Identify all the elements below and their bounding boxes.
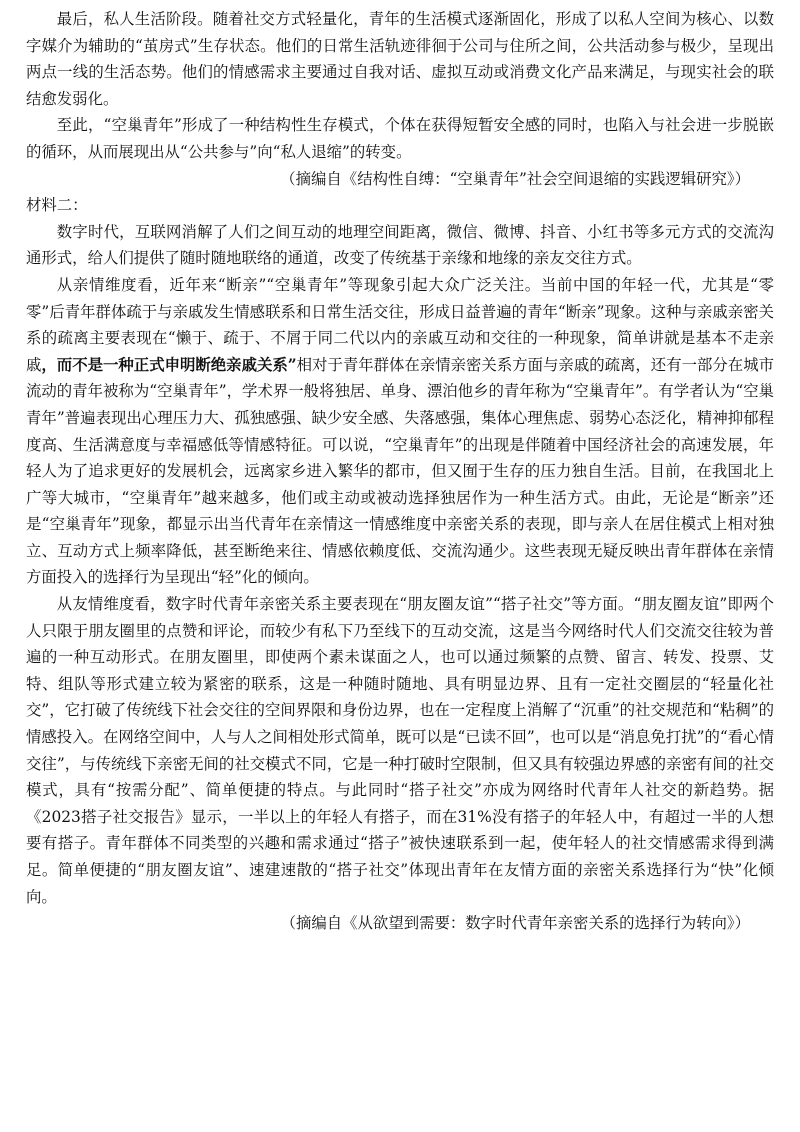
kinship-emphasis-text: ，而不是一种正式申明断绝亲戚关系” — [41, 355, 297, 374]
source-citation-material-two: （摘编自《从欲望到需要：数字时代青年亲密关系的选择行为转向》） — [280, 914, 750, 933]
kinship-text-part-1: 从亲情维度看，近年来“断亲”“空巢青年”等现象引起大众广泛关注。当前中国的年轻一代，尤其是“零零”后青年群体疏于与亲戚发生情感联系和日常生活交往，形成日益普遍的青年“断亲”现象。这种与亲戚亲密关系的疏离主要表现在“懒于、疏于、不屑于同二代以内的亲戚互动和交往的一种现象，简单讲就是基本不走亲戚 — [26, 275, 774, 374]
paragraph-private-life-stage: 最后，私人生活阶段。随着社交方式轻量化，青年的生活模式逐渐固化，形成了以私人空间为核心、以数字媒介为辅助的“茧房式”生存状态。他们的日常生活轨迹徘徊于公司与住所之间，公共活动参与极少，呈现出两点一线的生活态势。他们的情感需求主要通过自我对话、虚拟互动或消费文化产品来满足，与现实社会的联结愈发弱化。 — [26, 10, 774, 108]
material-two-heading: 材料二： — [26, 196, 88, 215]
paragraph-kinship-dimension — [26, 272, 774, 591]
kinship-text-part-2: 相对于青年群体在亲情亲密关系方面与亲戚的疏离，还有一部分在城市流动的青年被称为“空巢青年”，学术界一般将独居、单身、漂泊他乡的青年称为“空巢青年”。有学者认为“空巢青年”普遍表现出心理压力大、孤独感强、缺少安全感、失落感强，集体心理焦虑、弱势心态泛化，精神抑郁程度高、生活满意度与幸福感低等情感特征。可以说，“空巢青年”的出现是伴随着中国经济社会的高速发展，年轻人为了追求更好的发展机会，远离家乡进入繁华的都市，但又囿于生存的压力独自生活。目前，在我国北上广等大城市，“空巢青年”越来越多，他们或主动或被动选择独居作为一种生活方式。由此，无论是“断亲”还是“空巢青年”现象，都显示出当代青年在亲情这一情感维度中亲密关系的表现，即与亲人在居住模式上相对独立、互动方式上频率降低，甚至断绝来往、情感依赖度低、交流沟通少。这些表现无疑反映出青年群体在亲情方面投入的选择行为呈现出“轻”化的倾向。 — [26, 355, 774, 587]
paragraph-empty-nest-conclusion: 至此，“空巢青年”形成了一种结构性生存模式，个体在获得短暂安全感的同时，也陷入与社会进一步脱嵌的循环，从而展现出从“公共参与”向“私人退缩”的转变。 — [26, 116, 774, 161]
paragraph-digital-era: 数字时代，互联网消解了人们之间互动的地理空间距离，微信、微博、抖音、小红书等多元方式的交流沟通形式，给人们提供了随时随地联络的通道，改变了传统基于亲缘和地缘的亲友交往方式。 — [26, 222, 774, 268]
source-citation-material-one: （摘编自《结构性自缚：“空巢青年”社会空间退缩的实践逻辑研究》） — [280, 169, 750, 188]
paragraph-friendship-dimension: 从友情维度看，数字时代青年亲密关系主要表现在“朋友圈友谊”“搭子社交”等方面。“朋友圈友谊”即两个人只限于朋友圈里的点赞和评论，而较少有私下乃至线下的互动交流，这是当今网络时代人们交流交往较为普遍的一种互动形式。在朋友圈里，即使两个素未谋面之人，也可以通过频繁的点赞、留言、转发、投票、艾特、组队等形式建立较为紧密的联系，这是一种随时随地、具有明显边界、且有一定社交圈层的“轻量化社交”，它打破了传统线下社会交往的空间界限和身份边界，也在一定程度上消解了“沉重”的社交规范和“粘稠”的情感投入。在网络空间中，人与人之间相处形式简单，既可以是“已读不回”，也可以是“消息免打扰”的“看心情交往”，与传统线下亲密无间的社交模式不同，它是一种打破时空限制，但又具有较强边界感的亲密有间的社交模式，具有“按需分配”、简单便捷的特点。与此同时“搭子社交”亦成为网络时代青年人社交的新趋势。据《2023搭子社交报告》显示，一半以上的年轻人有搭子，而在31%没有搭子的年轻人中，有超过一半的人想要有搭子。青年群体不同类型的兴趣和需求通过“搭子”被快速联系到一起，使年轻人的社交情感需求得到满足。简单便捷的“朋友圈友谊”、速建速散的“搭子社交”体现出青年在友情方面的亲密关系选择行为“快”化倾向。 — [26, 595, 774, 906]
